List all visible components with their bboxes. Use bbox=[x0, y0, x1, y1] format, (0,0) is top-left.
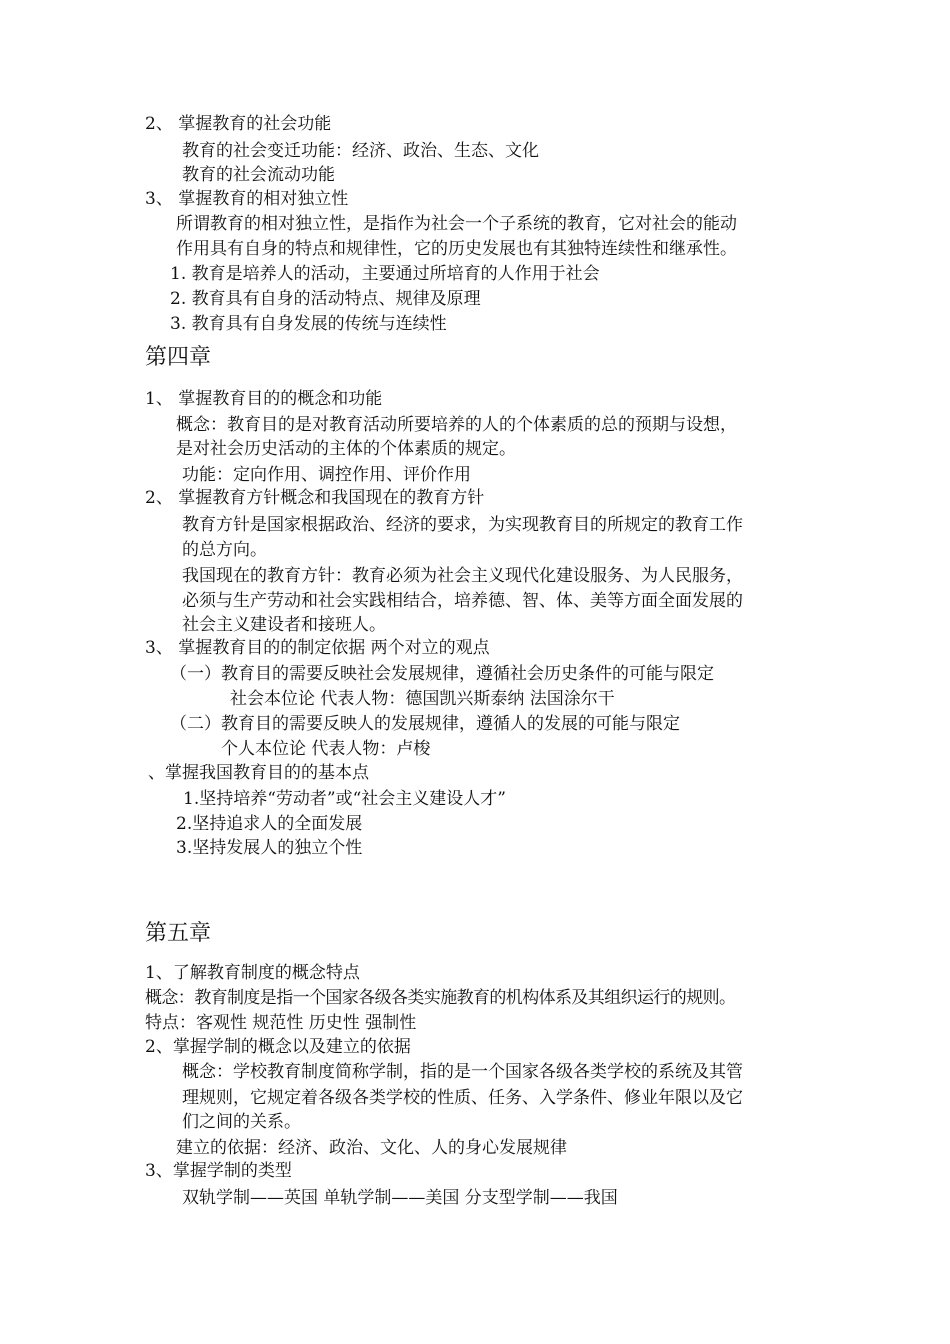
body-line: 概念：教育制度是指一个国家各级各类实施教育的机构体系及其组织运行的规则。 bbox=[145, 988, 736, 1008]
numbered-item: 2.坚持追求人的全面发展 bbox=[176, 814, 363, 834]
item-heading: 1、了解教育制度的概念特点 bbox=[145, 963, 360, 983]
body-line: 社会主义建设者和接班人。 bbox=[182, 615, 386, 635]
body-line: 概念：学校教育制度简称学制，指的是一个国家各级各类学校的系统及其管 bbox=[182, 1062, 743, 1082]
body-line: 必须与生产劳动和社会实践相结合，培养德、智、体、美等方面全面发展的 bbox=[182, 591, 743, 611]
item-heading: 1、 掌握教育目的的概念和功能 bbox=[145, 389, 383, 409]
chapter-heading: 第四章 bbox=[145, 345, 212, 370]
body-line: 是对社会历史活动的主体的个体素质的规定。 bbox=[176, 439, 516, 459]
sub-item-detail: 社会本位论 代表人物：德国凯兴斯泰纳 法国涂尔干 bbox=[230, 689, 615, 709]
item-heading: 、掌握我国教育目的的基本点 bbox=[148, 763, 369, 783]
body-line: 教育方针是国家根据政治、经济的要求，为实现教育目的所规定的教育工作 bbox=[182, 515, 743, 535]
body-line: 双轨学制——英国 单轨学制——美国 分支型学制——我国 bbox=[182, 1188, 618, 1208]
numbered-item: 3. 教育具有自身发展的传统与连续性 bbox=[170, 314, 447, 334]
item-heading: 2、掌握学制的概念以及建立的依据 bbox=[145, 1037, 411, 1057]
numbered-item: 3.坚持发展人的独立个性 bbox=[176, 838, 363, 858]
item-heading: 2、 掌握教育方针概念和我国现在的教育方针 bbox=[145, 488, 485, 508]
item-heading: 2、 掌握教育的社会功能 bbox=[145, 114, 332, 134]
body-line: 特点：客观性 规范性 历史性 强制性 bbox=[145, 1013, 417, 1033]
item-heading: 3、 掌握教育目的的制定依据 两个对立的观点 bbox=[145, 638, 490, 658]
body-line: 所谓教育的相对独立性，是指作为社会一个子系统的教育，它对社会的能动 bbox=[176, 214, 737, 234]
body-line: 教育的社会流动功能 bbox=[182, 165, 335, 185]
sub-item-detail: 个人本位论 代表人物：卢梭 bbox=[221, 739, 431, 759]
numbered-item: 1.坚持培养“劳动者”或“社会主义建设人才” bbox=[183, 789, 506, 809]
body-line: 概念：教育目的是对教育活动所要培养的人的个体素质的总的预期与设想， bbox=[176, 415, 737, 435]
body-line: 的总方向。 bbox=[182, 540, 267, 560]
body-line: 功能：定向作用、调控作用、评价作用 bbox=[182, 465, 471, 485]
item-heading: 3、掌握学制的类型 bbox=[145, 1161, 292, 1181]
sub-item: （一）教育目的需要反映社会发展规律，遵循社会历史条件的可能与限定 bbox=[170, 664, 714, 684]
chapter-heading: 第五章 bbox=[145, 921, 212, 946]
body-line: 建立的依据：经济、政治、文化、人的身心发展规律 bbox=[176, 1138, 567, 1158]
numbered-item: 2. 教育具有自身的活动特点、规律及原理 bbox=[170, 289, 481, 309]
numbered-item: 1. 教育是培养人的活动，主要通过所培育的人作用于社会 bbox=[170, 264, 600, 284]
body-line: 我国现在的教育方针：教育必须为社会主义现代化建设服务、为人民服务， bbox=[182, 566, 743, 586]
body-line: 教育的社会变迁功能：经济、政治、生态、文化 bbox=[182, 141, 539, 161]
sub-item: （二）教育目的需要反映人的发展规律，遵循人的发展的可能与限定 bbox=[170, 714, 680, 734]
body-line: 们之间的关系。 bbox=[182, 1112, 301, 1132]
body-line: 作用具有自身的特点和规律性，它的历史发展也有其独特连续性和继承性。 bbox=[176, 239, 737, 259]
item-heading: 3、 掌握教育的相对独立性 bbox=[145, 189, 349, 209]
body-line: 理规则，它规定着各级各类学校的性质、任务、入学条件、修业年限以及它 bbox=[182, 1088, 743, 1108]
